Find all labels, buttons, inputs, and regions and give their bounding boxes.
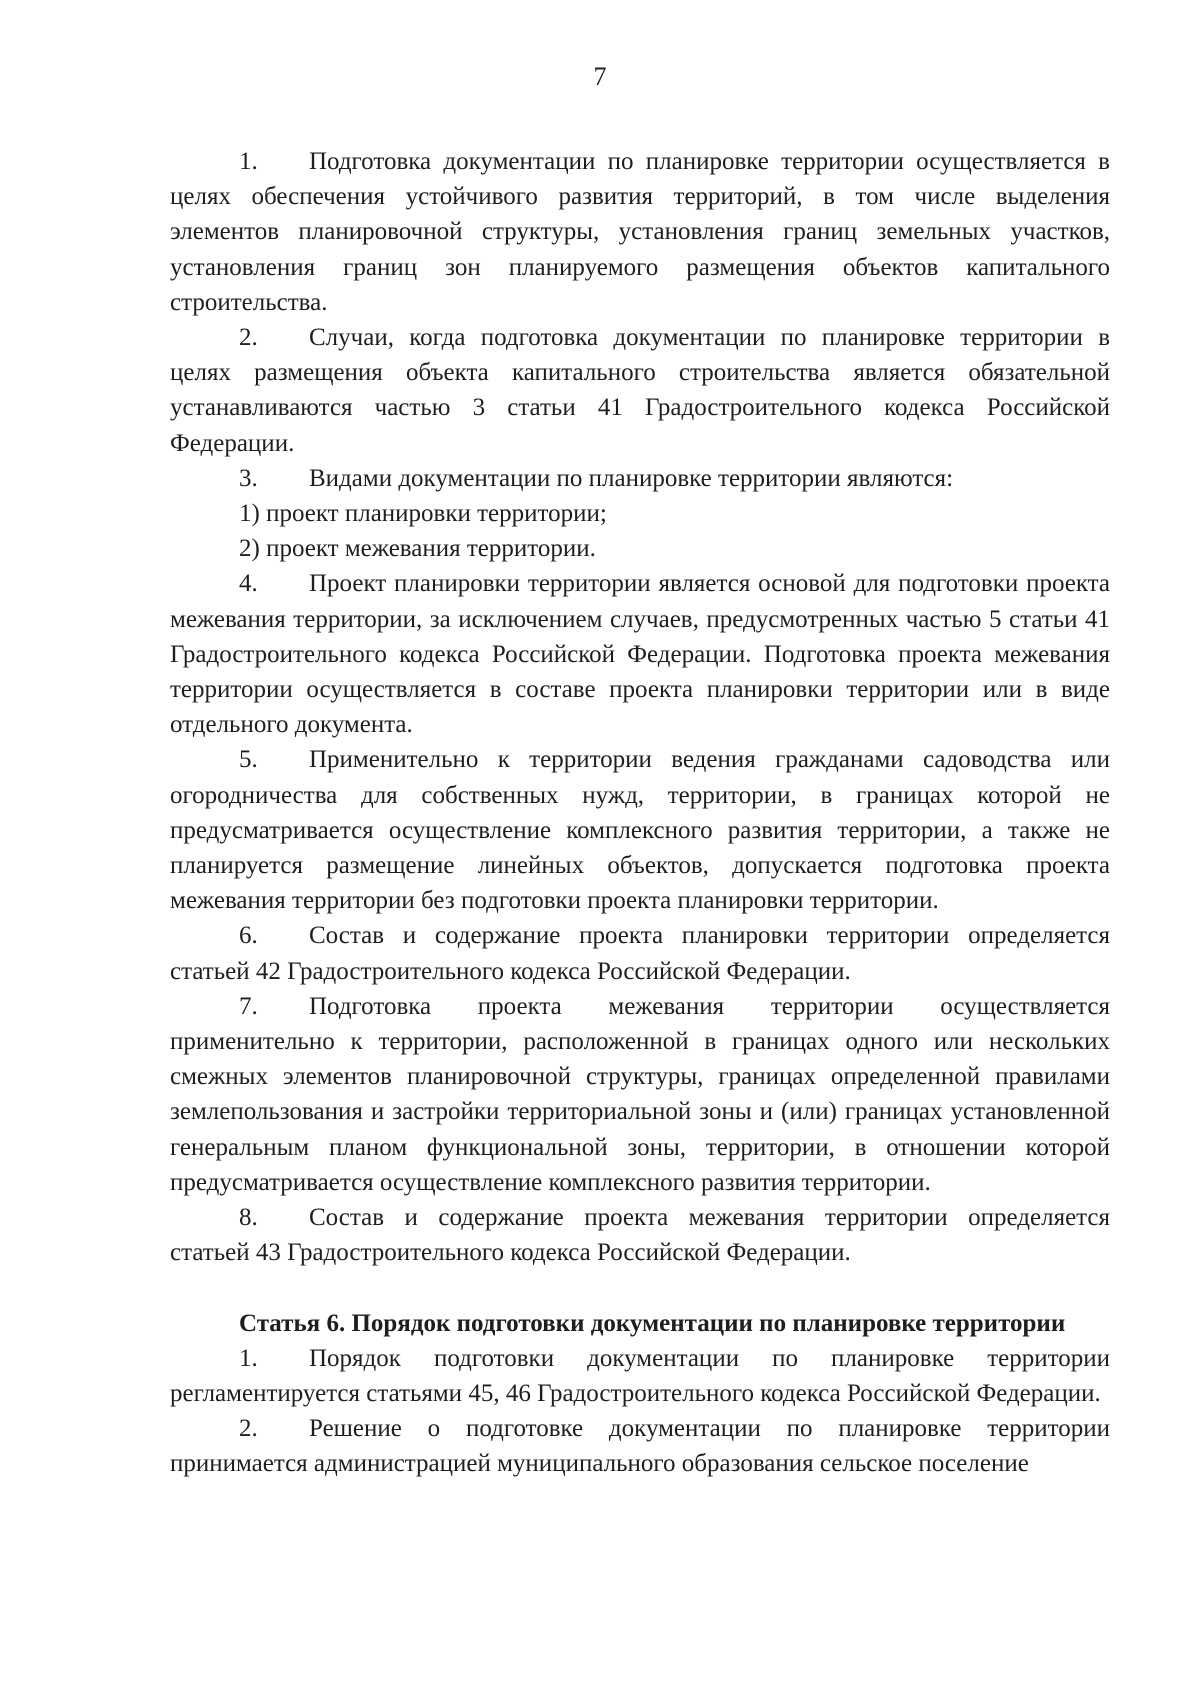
list-item: 2) проект межевания территории.	[239, 535, 596, 563]
list-item: 1) проект планировки территории;	[239, 500, 607, 528]
paragraph-text: Видами документации по планировке территории являются:	[309, 464, 954, 492]
paragraph-text: Решение о подготовке документации по планировке территории принимается администрацией муниципального образования сельское поселение	[170, 1415, 1110, 1478]
paragraph	[170, 1341, 1110, 1411]
paragraph-number: 2.	[239, 1415, 258, 1443]
paragraph-text: Состав и содержание проекта межевания территории определяется статьей 43 Градостроительного кодекса Российской Федерации.	[170, 1204, 1110, 1267]
paragraph-text: Состав и содержание проекта планировки территории определяется статьей 42 Градостроительного кодекса Российской Федерации.	[170, 922, 1110, 985]
page-number: 7	[593, 62, 607, 91]
paragraph	[170, 989, 1110, 1200]
paragraph-text: Порядок подготовки документации по планировке территории регламентируется статьями 45, 46 Градостроительного кодекса Российской Федерации.	[170, 1344, 1110, 1407]
paragraph-text: Проект планировки территории является основой для подготовки проекта межевания территории, за исключением случаев, предусмотренных частью 5 статьи 41 Градостроительного кодекса Российской Федерации. Подготовка проекта межевания территории осуществляется в составе проекта планировки территории или в виде отдельного документа.	[170, 570, 1110, 739]
paragraph-number: 8.	[239, 1204, 258, 1232]
paragraph-number: 4.	[239, 570, 258, 598]
article-heading: Статья 6. Порядок подготовки документации по планировке территории	[239, 1309, 1066, 1337]
paragraph	[170, 918, 1110, 988]
paragraph	[170, 320, 1110, 461]
paragraph-text: Подготовка проекта межевания территории осуществляется применительно к территории, расположенной в границах одного или нескольких смежных элементов планировочной структуры, границах определенной правилами землепользования и застройки территориальной зоны и (или) границах установленной генеральным планом функциональной зоны, территории, в отношении которой предусматривается осуществление комплексного развития территории.	[170, 992, 1110, 1196]
paragraph	[170, 1411, 1110, 1481]
paragraph-text: Применительно к территории ведения гражданами садоводства или огородничества для собственных нужд, территории, в границах которой не предусматривается осуществление комплексного развития территории, а также не планируется размещение линейных объектов, допускается подготовка проекта межевания территории без подготовки проекта планировки территории.	[170, 746, 1110, 915]
paragraph	[170, 742, 1110, 918]
document-body	[170, 144, 1110, 1482]
paragraph-number: 1.	[239, 1344, 258, 1372]
paragraph-number: 5.	[239, 746, 258, 774]
paragraph-number: 1.	[239, 148, 258, 175]
paragraph-number: 7.	[239, 992, 258, 1020]
paragraph	[170, 144, 1110, 320]
paragraph	[170, 461, 1110, 496]
paragraph	[170, 566, 1110, 742]
paragraph-text: Подготовка документации по планировке территории осуществляется в целях обеспечения устойчивого развития территорий, в том числе выделения элементов планировочной структуры, установления границ земельных участков, установления границ зон планируемого размещения объектов капитального строительства.	[170, 148, 1110, 316]
paragraph-number: 2.	[239, 324, 258, 352]
paragraph	[170, 1200, 1110, 1270]
paragraph-number: 3.	[239, 464, 258, 492]
paragraph-number: 6.	[239, 922, 258, 950]
paragraph-text: Случаи, когда подготовка документации по планировке территории в целях размещения объекта капитального строительства является обязательной устанавливаются частью 3 статьи 41 Градостроительного кодекса Российской Федерации.	[170, 324, 1110, 457]
